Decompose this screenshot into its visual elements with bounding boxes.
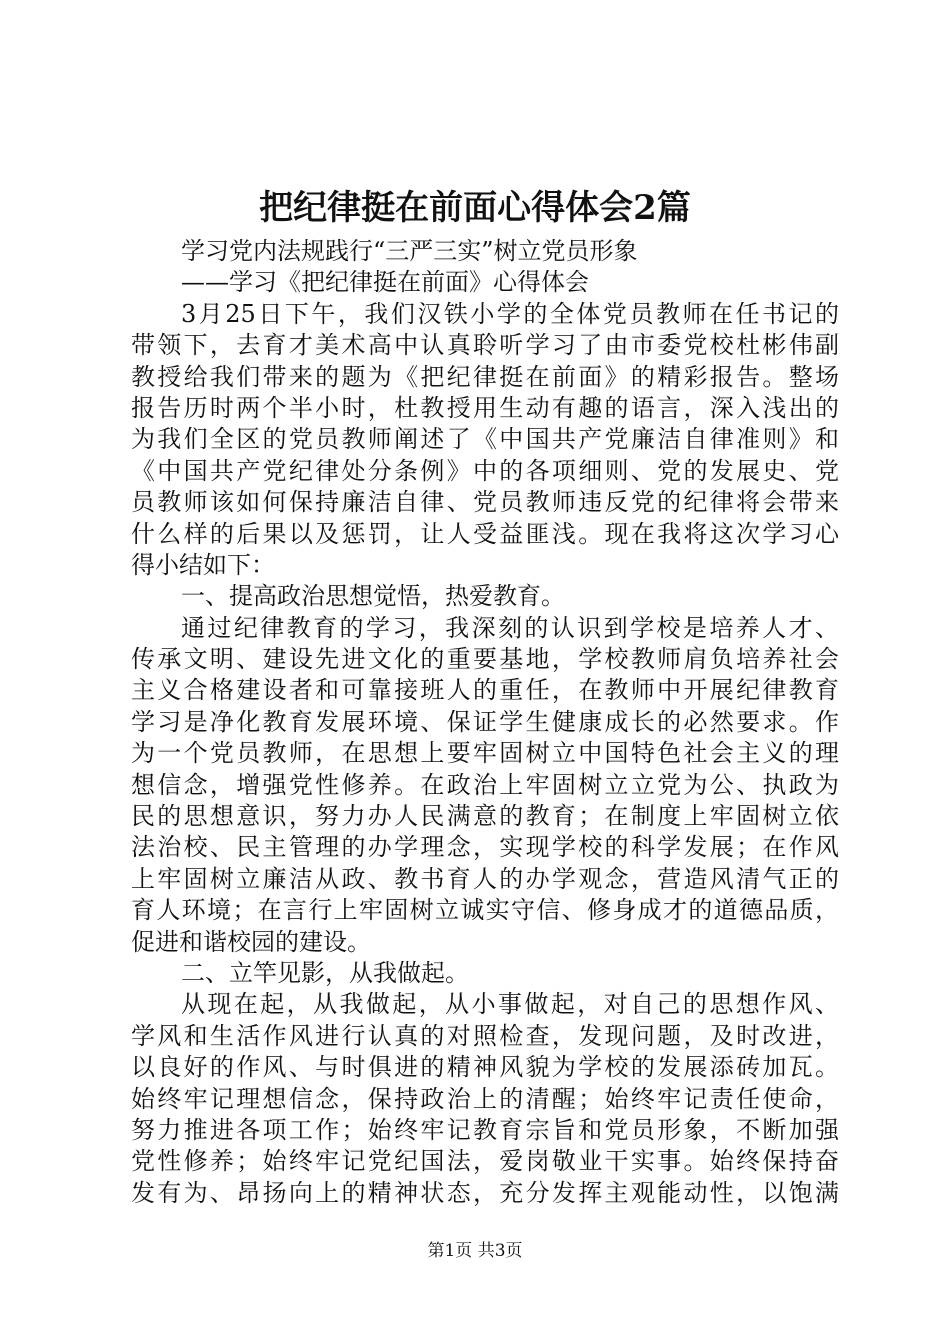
paragraph-line: 通过纪律教育的学习，我深刻的认识到学校是培养人才、: [181, 613, 839, 642]
paragraph-line: 教授给我们带来的题为《把纪律挺在前面》的精彩报告。整场: [131, 362, 839, 391]
paragraph-line: 主义合格建设者和可靠接班人的重任，在教师中开展纪律教育: [131, 676, 839, 705]
paragraph-line: 传承文明、建设先进文化的重要基地，学校教师肩负培养社会: [131, 645, 839, 674]
document-body: [131, 236, 839, 1209]
paragraph-line: 上牢固树立廉洁从政、教书育人的办学观念，营造风清气正的: [131, 864, 839, 893]
paragraph-line: 为一个党员教师，在思想上要牢固树立中国特色社会主义的理: [131, 739, 839, 768]
section-heading: 二、立竿见影，从我做起。: [181, 958, 469, 987]
paragraph-line: 育人环境；在言行上牢固树立诚实守信、修身成才的道德品质，: [131, 896, 839, 925]
paragraph-line: 发有为、昂扬向上的精神状态，充分发挥主观能动性，以饱满: [131, 1178, 839, 1207]
paragraph-line: 《中国共产党纪律处分条例》中的各项细则、党的发展史、党: [131, 456, 839, 485]
section-heading: 一、提高政治思想觉悟，热爱教育。: [181, 582, 565, 611]
paragraph-line: 得小结如下：: [131, 550, 275, 579]
paragraph-line: 党性修养；始终牢记党纪国法，爱岗敬业干实事。始终保持奋: [131, 1147, 839, 1176]
paragraph-line: 从现在起，从我做起，从小事做起，对自己的思想作风、: [181, 990, 839, 1019]
paragraph-line: 努力推进各项工作；始终牢记教育宗旨和党员形象，不断加强: [131, 1115, 839, 1144]
subtitle-line: 学习党内法规践行“三严三实”树立党员形象: [181, 237, 638, 265]
paragraph-line: 带领下，去育才美术高中认真聆听学习了由市委党校杜彬伟副: [131, 331, 839, 360]
paragraph-line: 学风和生活作风进行认真的对照检查，发现问题，及时改进，: [131, 1021, 839, 1050]
paragraph-line: 报告历时两个半小时，杜教授用生动有趣的语言，深入浅出的: [131, 393, 839, 422]
paragraph-line: 为我们全区的党员教师阐述了《中国共产党廉洁自律准则》和: [131, 425, 839, 454]
subtitle-line: ——学习《把纪律挺在前面》心得体会: [181, 268, 589, 297]
paragraph-line: 想信念，增强党性修养。在政治上牢固树立立党为公、执政为: [131, 770, 839, 799]
paragraph-line: 3月25日下午，我们汉铁小学的全体党员教师在任书记的: [181, 299, 839, 328]
paragraph-line: 法治校、民主管理的办学理念，实现学校的科学发展；在作风: [131, 833, 839, 862]
paragraph-line: 员教师该如何保持廉洁自律、党员教师违反党的纪律将会带来: [131, 488, 839, 517]
paragraph-line: 促进和谐校园的建设。: [131, 927, 371, 956]
document-title: 把纪律挺在前面心得体会2篇: [259, 188, 691, 228]
paragraph-line: 学习是净化教育发展环境、保证学生健康成长的必然要求。作: [131, 707, 839, 736]
paragraph-line: 始终牢记理想信念，保持政治上的清醒；始终牢记责任使命，: [131, 1084, 839, 1113]
page-number-footer: 第1页 共3页: [427, 1241, 523, 1261]
paragraph-line: 民的思想意识，努力办人民满意的教育；在制度上牢固树立依: [131, 802, 839, 831]
paragraph-line: 以良好的作风、与时俱进的精神风貌为学校的发展添砖加瓦。: [131, 1053, 839, 1082]
paragraph-line: 什么样的后果以及惩罚，让人受益匪浅。现在我将这次学习心: [131, 519, 839, 548]
